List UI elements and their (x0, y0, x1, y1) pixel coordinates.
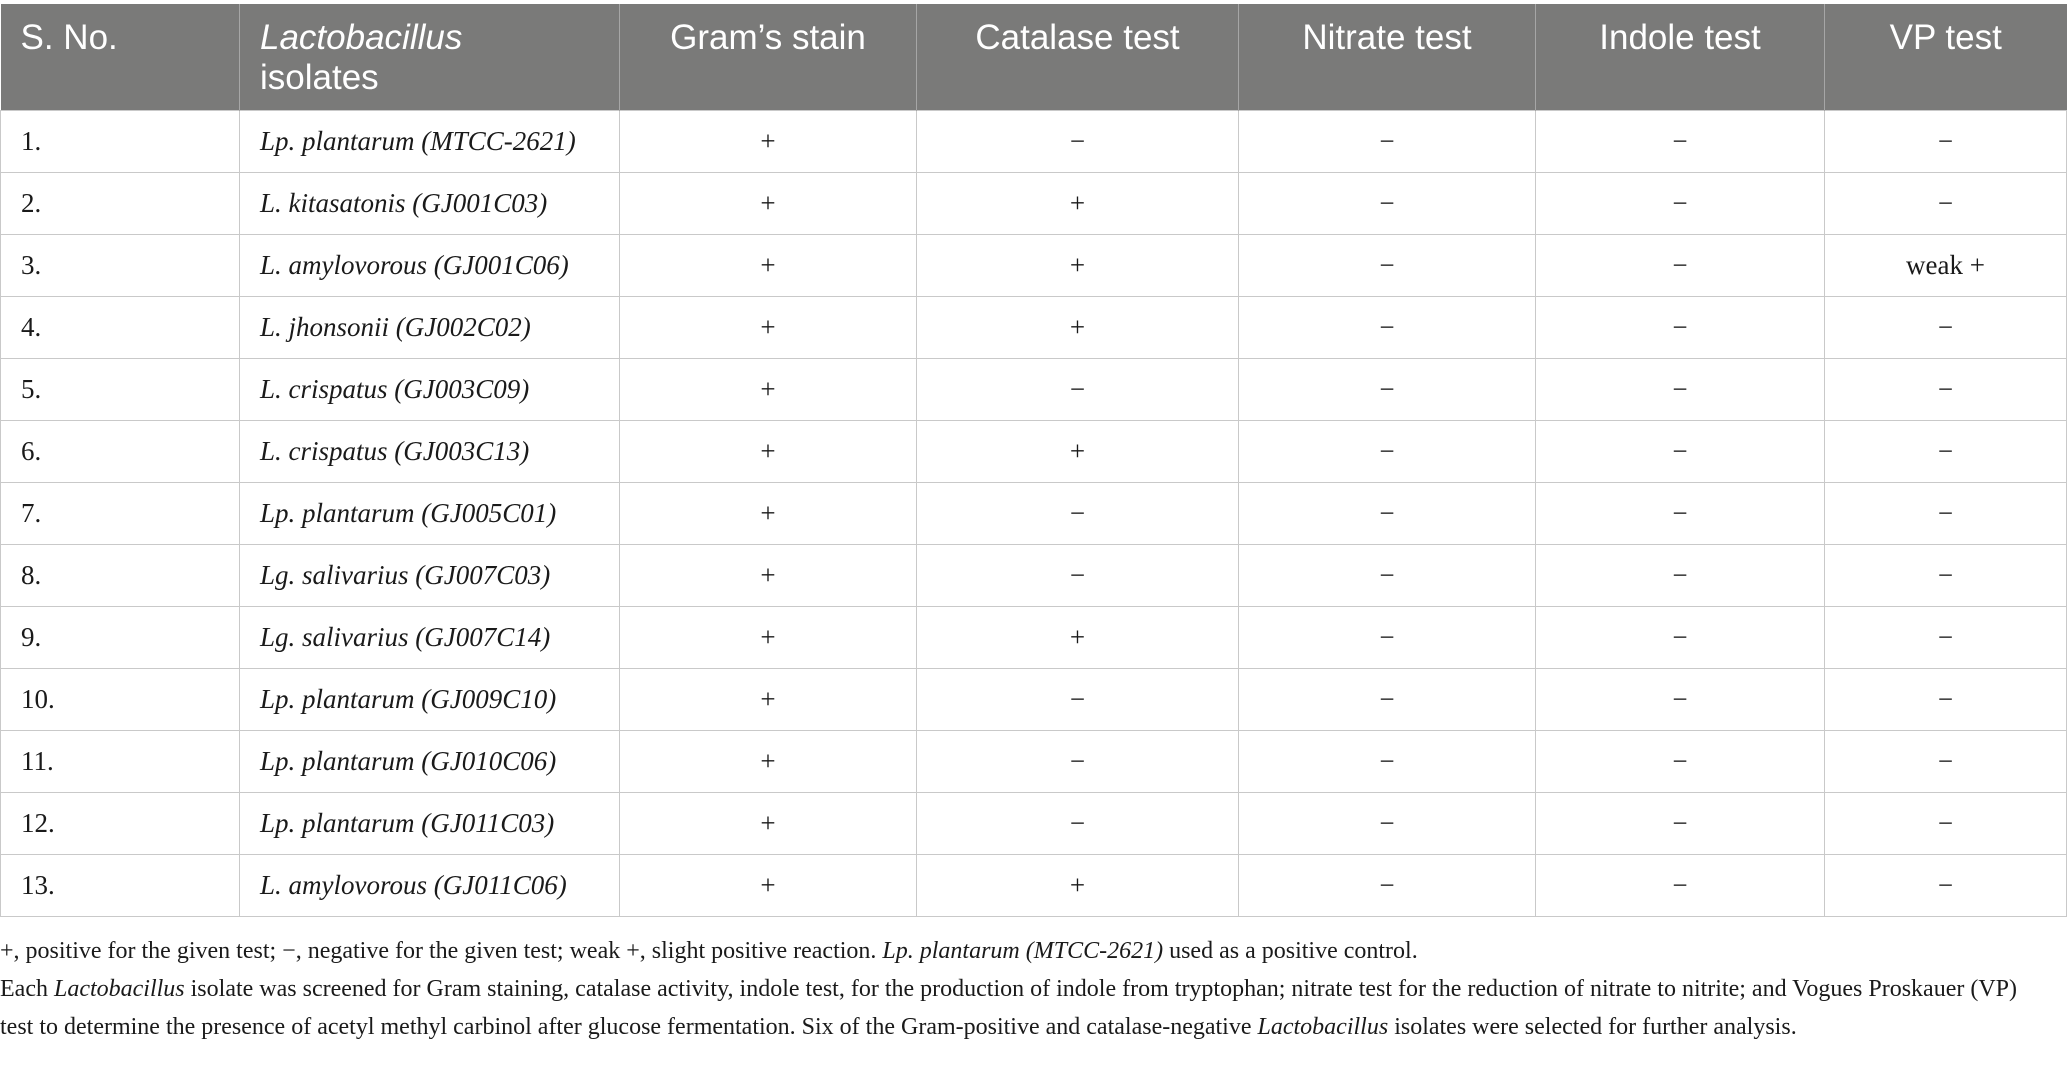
cell-isolate: Lg. salivarius (GJ007C03) (240, 545, 620, 607)
cell-sno: 7. (1, 483, 240, 545)
cell-indole-test: − (1536, 111, 1825, 173)
results-table-container (0, 4, 2066, 917)
cell-nitrate-test: − (1239, 669, 1536, 731)
cell-isolate: Lp. plantarum (GJ010C06) (240, 731, 620, 793)
footnote-legend-end: used as a positive control. (1163, 938, 1418, 964)
cell-indole-test: − (1536, 855, 1825, 917)
cell-catalase-test: − (917, 111, 1239, 173)
footnote-legend-text: +, positive for the given test; −, negative for the given test; weak +, slight positive reaction. (0, 938, 883, 964)
biochemical-tests-table (0, 4, 2067, 917)
cell-catalase-test: − (917, 483, 1239, 545)
cell-gram-stain: + (620, 731, 917, 793)
table-row (1, 731, 2067, 793)
cell-vp-test: − (1825, 483, 2067, 545)
cell-gram-stain: + (620, 421, 917, 483)
header-row (1, 4, 2067, 111)
cell-vp-test: weak + (1825, 235, 2067, 297)
footnote-methods-genus-1: Lactobacillus (53, 976, 185, 1002)
header-isolates-genus: Lactobacillus (260, 18, 463, 57)
cell-catalase-test: − (917, 793, 1239, 855)
footnote-control-strain: Lp. plantarum (MTCC-2621) (882, 938, 1164, 964)
cell-gram-stain: + (620, 297, 917, 359)
cell-vp-test: − (1825, 297, 2067, 359)
cell-isolate: Lp. plantarum (GJ005C01) (240, 483, 620, 545)
cell-sno: 3. (1, 235, 240, 297)
table-row (1, 669, 2067, 731)
cell-nitrate-test: − (1239, 421, 1536, 483)
cell-vp-test: − (1825, 421, 2067, 483)
cell-vp-test: − (1825, 855, 2067, 917)
cell-sno: 12. (1, 793, 240, 855)
cell-gram-stain: + (620, 483, 917, 545)
cell-vp-test: − (1825, 173, 2067, 235)
cell-gram-stain: + (620, 111, 917, 173)
cell-isolate: L. amylovorous (GJ001C06) (240, 235, 620, 297)
header-indole-test: Indole test (1536, 4, 1825, 111)
cell-isolate: L. crispatus (GJ003C09) (240, 359, 620, 421)
cell-indole-test: − (1536, 173, 1825, 235)
cell-gram-stain: + (620, 173, 917, 235)
cell-catalase-test: + (917, 173, 1239, 235)
table-row (1, 421, 2067, 483)
footnote-methods-b: isolate was screened for Gram staining, catalase activity, indole test, for the production of indole from tryptophan; nitrate test for the reduction of nitrate to nitrite; and Vogues Proskauer (VP) test to determine the presence of acetyl methyl carbinol after glucose fermentation. Six of the Gram-positive and catalase-negative (0, 976, 2018, 1040)
cell-isolate: L. jhonsonii (GJ002C02) (240, 297, 620, 359)
cell-sno: 9. (1, 607, 240, 669)
cell-sno: 5. (1, 359, 240, 421)
cell-sno: 8. (1, 545, 240, 607)
cell-sno: 4. (1, 297, 240, 359)
cell-nitrate-test: − (1239, 483, 1536, 545)
cell-gram-stain: + (620, 235, 917, 297)
cell-indole-test: − (1536, 607, 1825, 669)
header-isolates-word: isolates (260, 58, 379, 97)
cell-isolate: Lp. plantarum (GJ009C10) (240, 669, 620, 731)
cell-catalase-test: + (917, 421, 1239, 483)
cell-isolate: Lg. salivarius (GJ007C14) (240, 607, 620, 669)
cell-nitrate-test: − (1239, 111, 1536, 173)
cell-sno: 13. (1, 855, 240, 917)
cell-catalase-test: − (917, 669, 1239, 731)
cell-nitrate-test: − (1239, 173, 1536, 235)
cell-gram-stain: + (620, 855, 917, 917)
cell-isolate: L. kitasatonis (GJ001C03) (240, 173, 620, 235)
cell-isolate: Lp. plantarum (GJ011C03) (240, 793, 620, 855)
cell-sno: 1. (1, 111, 240, 173)
cell-sno: 2. (1, 173, 240, 235)
cell-catalase-test: − (917, 731, 1239, 793)
cell-vp-test: − (1825, 731, 2067, 793)
cell-vp-test: − (1825, 793, 2067, 855)
cell-nitrate-test: − (1239, 793, 1536, 855)
cell-catalase-test: + (917, 235, 1239, 297)
table-row (1, 607, 2067, 669)
cell-indole-test: − (1536, 669, 1825, 731)
table-footnotes (0, 932, 2050, 1046)
cell-nitrate-test: − (1239, 545, 1536, 607)
cell-vp-test: − (1825, 669, 2067, 731)
cell-nitrate-test: − (1239, 297, 1536, 359)
cell-indole-test: − (1536, 731, 1825, 793)
cell-gram-stain: + (620, 793, 917, 855)
cell-gram-stain: + (620, 545, 917, 607)
footnote-legend (0, 932, 2050, 970)
cell-catalase-test: + (917, 607, 1239, 669)
cell-nitrate-test: − (1239, 235, 1536, 297)
cell-indole-test: − (1536, 235, 1825, 297)
cell-indole-test: − (1536, 359, 1825, 421)
cell-vp-test: − (1825, 607, 2067, 669)
header-sno: S. No. (1, 4, 240, 111)
table-header (1, 4, 2067, 111)
cell-indole-test: − (1536, 793, 1825, 855)
header-catalase-test: Catalase test (917, 4, 1239, 111)
cell-vp-test: − (1825, 359, 2067, 421)
cell-sno: 6. (1, 421, 240, 483)
cell-nitrate-test: − (1239, 607, 1536, 669)
cell-vp-test: − (1825, 545, 2067, 607)
cell-catalase-test: + (917, 297, 1239, 359)
cell-sno: 10. (1, 669, 240, 731)
table-row (1, 359, 2067, 421)
table-row (1, 173, 2067, 235)
cell-catalase-test: − (917, 545, 1239, 607)
cell-nitrate-test: − (1239, 359, 1536, 421)
table-body (1, 111, 2067, 917)
cell-vp-test: − (1825, 111, 2067, 173)
header-isolates (240, 4, 620, 111)
cell-isolate: L. crispatus (GJ003C13) (240, 421, 620, 483)
header-gram-stain: Gram’s stain (620, 4, 917, 111)
table-row (1, 297, 2067, 359)
cell-sno: 11. (1, 731, 240, 793)
footnote-methods-genus-2: Lactobacillus (1257, 1014, 1389, 1040)
cell-catalase-test: + (917, 855, 1239, 917)
cell-indole-test: − (1536, 483, 1825, 545)
cell-isolate: L. amylovorous (GJ011C06) (240, 855, 620, 917)
footnote-methods-c: isolates were selected for further analysis. (1388, 1014, 1797, 1040)
cell-nitrate-test: − (1239, 855, 1536, 917)
cell-gram-stain: + (620, 359, 917, 421)
table-row (1, 855, 2067, 917)
table-row (1, 545, 2067, 607)
cell-isolate: Lp. plantarum (MTCC-2621) (240, 111, 620, 173)
cell-indole-test: − (1536, 545, 1825, 607)
cell-gram-stain: + (620, 607, 917, 669)
cell-nitrate-test: − (1239, 731, 1536, 793)
cell-gram-stain: + (620, 669, 917, 731)
cell-indole-test: − (1536, 297, 1825, 359)
table-row (1, 483, 2067, 545)
header-nitrate-test: Nitrate test (1239, 4, 1536, 111)
cell-catalase-test: − (917, 359, 1239, 421)
header-vp-test: VP test (1825, 4, 2067, 111)
footnote-methods-a: Each (0, 976, 54, 1002)
footnote-methods (0, 970, 2050, 1046)
cell-indole-test: − (1536, 421, 1825, 483)
table-row (1, 111, 2067, 173)
table-row (1, 793, 2067, 855)
table-row (1, 235, 2067, 297)
